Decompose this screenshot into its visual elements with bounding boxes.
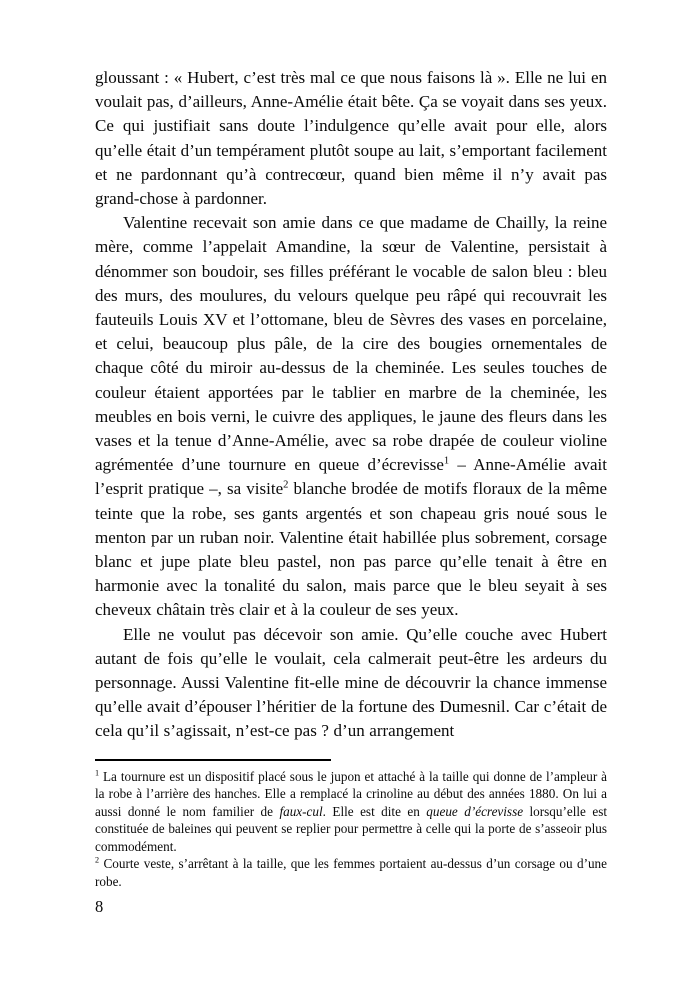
paragraph (95, 623, 607, 744)
italic-text: queue d’écrevisse (426, 803, 524, 819)
text-run: – Anne-Amélie avait l’esprit pratique –, sa visite (95, 455, 607, 499)
text-run: . Elle est dite en (322, 803, 427, 819)
body-text (95, 66, 607, 744)
footnote (95, 768, 607, 856)
text-block (95, 66, 607, 917)
text-run: lorsqu’elle est constituée de baleines qui peuvent se replier pour permettre à celle qui la porte de s’asseoir plus commodément. (95, 803, 607, 854)
text-run: Courte veste, s’arrêtant à la taille, que les femmes portaient au-dessus d’un corsage ou d’une robe. (95, 856, 607, 889)
footnote-reference: 1 (443, 455, 450, 467)
footnote-separator (95, 759, 331, 761)
footnotes-section (95, 768, 607, 891)
text-run: Valentine recevait son amie dans ce que madame de Chailly, la reine mère, comme l’appelait Amandine, la sœur de Valentine, persistait à dénommer son boudoir, ses filles préférant le vocable de salon bleu : bleu des murs, des moulures, du velours quelque peu râpé qui recouvrait les fauteuils Louis XV et l’ottomane, bleu de Sèvres des vases en porcelaine, et celui, beaucoup plus pâle, de la cire des bougies ornementales de chaque côté du miroir au-dessus de la cheminée. Les seules touches de couleur étaient apportées par le tablier en marbre de la cheminée, les meubles en bois verni, le cuivre des appliques, le jaune des fleurs dans les vases et la tenue d’Anne-Amélie, avec sa robe drapée de couleur violine agrémentée d’une tournure en queue d’écrevisse (95, 213, 607, 475)
text-run: gloussant : « Hubert, c’est très mal ce que nous faisons là ». Elle ne lui en voulait pas, d’ailleurs, Anne-Amélie était bête. Ça se voyait dans ses yeux. Ce qui justifiait sans doute l’indulgence qu’elle avait pour elle, alors qu’elle était d’un tempérament plutôt soupe au lait, s’emportant facilement et ne pardonnant qu’à contrecœur, quand bien même il n’y avait pas grand-chose à pardonner. (95, 68, 607, 209)
text-run: blanche brodée de motifs floraux de la même teinte que la robe, ses gants argentés et son chapeau gris noué sous le menton par un ruban noir. Valentine était habillée plus sobrement, corsage blanc et jupe plate bleu pastel, non pas parce qu’elle tenait à être en harmonie avec la tonalité du salon, mais parce que le bleu seyait à ses cheveux châtain très clair et à la couleur de ses yeux. (95, 479, 607, 620)
footnote (95, 855, 607, 890)
paragraph (95, 66, 607, 211)
footnote-marker: 2 (95, 855, 100, 865)
footnote-reference: 2 (283, 479, 289, 491)
page-number: 8 (95, 897, 104, 917)
text-run: Elle ne voulut pas décevoir son amie. Qu’elle couche avec Hubert autant de fois qu’elle le voulait, cela calmerait peut-être les ardeurs du personnage. Aussi Valentine fit-elle mine de découvrir la chance immense qu’elle avait d’épouser l’héritier de la fortune des Dumesnil. Car c’était de cela qu’il s’agissait, n’est-ce pas ? d’un arrangement (95, 624, 607, 741)
footnote-marker: 1 (95, 768, 100, 778)
paragraph (95, 211, 607, 622)
text-run: La tournure est un dispositif placé sous le jupon et attaché à la taille qui donne de l’ampleur à la robe à l’arrière des hanches. Elle a remplacé la crinoline au début des années 1880. On lui a aussi donné le nom familier de (95, 768, 607, 819)
italic-text: faux-cul (279, 803, 323, 819)
